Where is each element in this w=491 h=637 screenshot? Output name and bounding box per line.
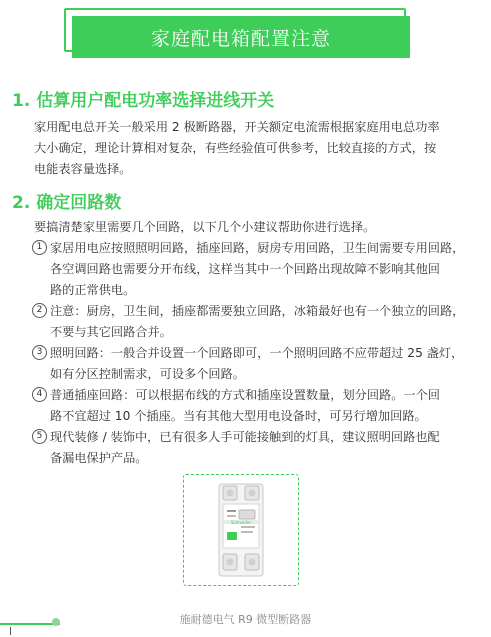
brand-mark: Schneider — [230, 520, 252, 525]
section-1-line: 大小确定，理论计算相对复杂，有些经验值可供参考，比较直接的方式，按 — [34, 141, 437, 155]
footer-tick — [10, 627, 11, 635]
item-text: 普通插座回路：可以根据布线的方式和插座设置数量，划分回路。一个回 路不宜超过 10 个插座。当有其他大型用电设备时，可另行增加回路。 — [50, 388, 440, 423]
page-title: 家庭配电箱配置注意 — [72, 16, 410, 58]
item-text: 家居用电应按照照明回路，插座回路，厨房专用回路，卫生间需要专用回路， 各空调回路也需要分开布线，这样当其中一个回路出现故障不影响其他回 路的正常供电。 — [50, 241, 465, 297]
title-banner — [64, 8, 412, 58]
product-photo — [183, 474, 299, 586]
section-2-intro: 要搞清楚家里需要几个回路，以下几个小建议帮助你进行选择。 — [34, 220, 376, 234]
section-1-heading: 1. 估算用户配电功率选择进线开关 — [12, 91, 275, 111]
section-1-line: 家用配电总开关一般采用 2 极断路器，开关额定电流需根据家庭用电总功率 — [34, 120, 440, 134]
section-1-line: 电能表容量选择。 — [34, 162, 132, 176]
item-text: 现代装修 / 装饰中，已有很多人手可能接触到的灯具，建议照明回路也配 备漏电保护产品。 — [50, 430, 440, 465]
item-text: 照明回路：一般合并设置一个回路即可，一个照明回路不应带超过 25 盏灯， 如有分区控制需求，可设多个回路。 — [50, 346, 464, 381]
item-number: 3 — [32, 345, 47, 360]
item-text: 注意：厨房，卫生间，插座都需要独立回路，冰箱最好也有一个独立的回路， 不要与其它回路合并。 — [50, 304, 465, 339]
item-number: 5 — [32, 429, 47, 444]
footer-dot — [52, 618, 60, 626]
section-1-paragraph — [34, 117, 474, 180]
section-2-heading: 2. 确定回路数 — [12, 193, 122, 213]
photo-caption: 施耐德电气 R9 微型断路器 — [179, 613, 312, 626]
item-number: 2 — [32, 303, 47, 318]
item-number: 4 — [32, 387, 47, 402]
item-number: 1 — [32, 240, 47, 255]
circuit-breaker-image — [183, 474, 299, 586]
footer-accent-bar — [0, 623, 60, 625]
